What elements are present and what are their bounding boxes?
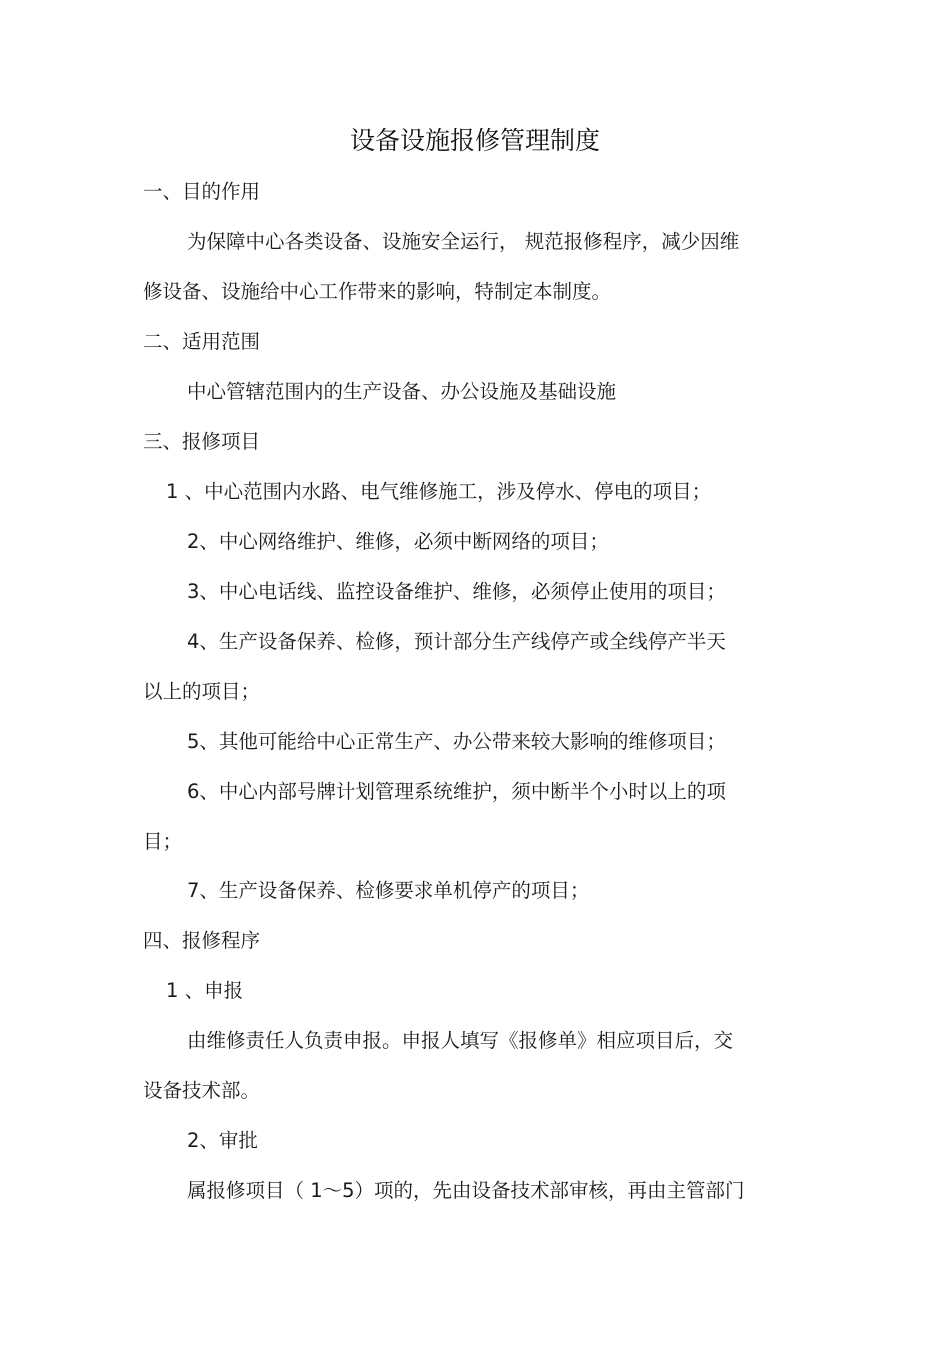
list-item: 5、其他可能给中心正常生产、办公带来较大影响的维修项目； (187, 730, 726, 753)
list-item: 1 、中心范围内水路、电气维修施工，涉及停水、停电的项目； (166, 480, 712, 503)
paragraph-line: 设备技术部。 (143, 1079, 261, 1102)
paragraph-line: 修设备、设施给中心工作带来的影响，特制定本制度。 (143, 280, 612, 303)
step-label-report: 1 、申报 (166, 979, 244, 1002)
section-heading-purpose: 一、目的作用 (143, 180, 261, 203)
list-item: 6、中心内部号牌计划管理系统维护，须中断半个小时以上的项 (187, 780, 726, 803)
list-item: 7、生产设备保养、检修要求单机停产的项目； (187, 879, 590, 902)
paragraph-line: 由维修责任人负责申报。申报人填写《报修单》相应项目后，交 (187, 1029, 734, 1052)
section-heading-repair-procedure: 四、报修程序 (143, 929, 261, 952)
document-title: 设备设施报修管理制度 (349, 126, 600, 155)
paragraph-line: 属报修项目（ 1～5）项的，先由设备技术部审核，再由主管部门 (187, 1179, 745, 1202)
list-item-continuation: 以上的项目； (143, 680, 261, 703)
list-item: 2、中心网络维护、维修，必须中断网络的项目； (187, 530, 609, 553)
step-label-approval: 2、审批 (187, 1129, 258, 1152)
list-item: 3、中心电话线、监控设备维护、维修，必须停止使用的项目； (187, 580, 726, 603)
list-item: 4、生产设备保养、检修，预计部分生产线停产或全线停产半天 (187, 630, 726, 653)
list-item-continuation: 目； (143, 830, 183, 853)
paragraph-line: 中心管辖范围内的生产设备、办公设施及基础设施 (187, 380, 617, 403)
paragraph-line: 为保障中心各类设备、设施安全运行， 规范报修程序，减少因维 (187, 230, 740, 253)
section-heading-scope: 二、适用范围 (143, 330, 261, 353)
section-heading-repair-items: 三、报修项目 (143, 430, 261, 453)
